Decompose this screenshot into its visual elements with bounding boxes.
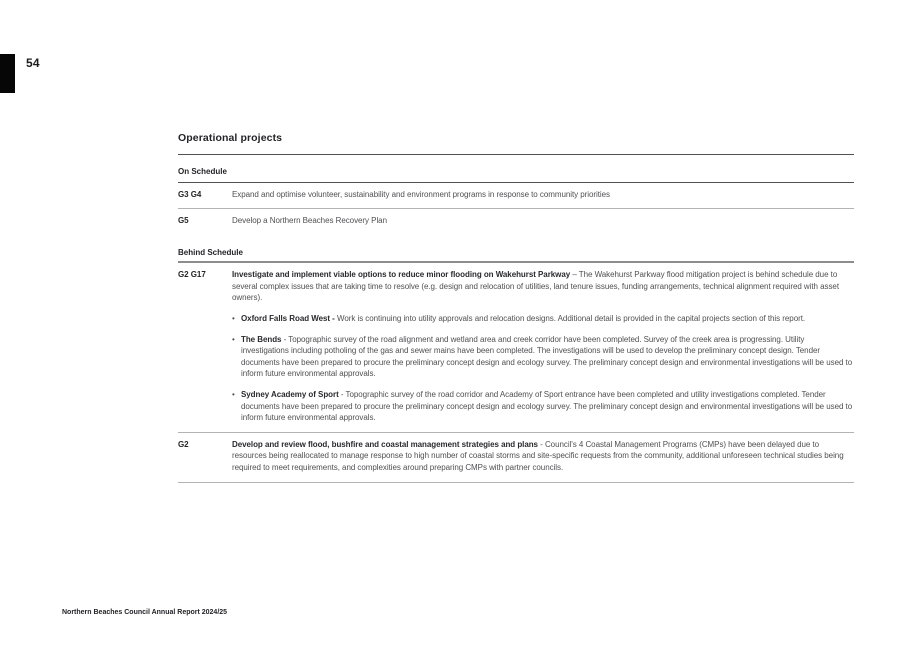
- project-code: G3 G4: [178, 190, 202, 199]
- bullet-text: Work is continuing into utility approvals and relocation designs. Additional detail is provided in the capital projects section of this report.: [336, 313, 806, 323]
- behind-schedule-rows: [178, 263, 854, 482]
- bullet-text: - Topographic survey of the road alignment and wetland area and creek corridor have been completed. Survey of the creek area is progressing. Utility investigations including potholing of the gas and sewer mains have been completed. The investigations will be used to develop the preliminary concept design. Tender documents have been prepared to procure the preliminary concept design and ecology survey. The preliminary concept design and environmental investigations will be used to inform future environmental approvals.: [241, 334, 853, 379]
- project-summary-lead: Investigate and implement viable options to reduce minor flooding on Wakehurst Parkway: [232, 270, 571, 280]
- on-schedule-heading: On Schedule: [178, 167, 227, 176]
- project-row-g5: [178, 209, 854, 229]
- project-summary: [232, 269, 854, 304]
- page-edge-tab: [0, 54, 15, 93]
- report-footer: Northern Beaches Council Annual Report 2024/25: [62, 609, 228, 616]
- title-divider: [178, 154, 854, 155]
- bullet-lead: The Bends: [241, 334, 282, 344]
- behind-schedule-heading: Behind Schedule: [178, 248, 243, 258]
- project-bullet-list: [232, 313, 854, 424]
- project-summary-text: – The Wakehurst Parkway flood mitigation project is behind schedule due to several complex issues that are taking time to resolve (e.g. design and relocation of utilities, land tenure issues, funding arrangements, technical alignment required with asset owners).: [232, 270, 839, 303]
- page-number: 54: [26, 56, 40, 70]
- project-code: G5: [178, 215, 189, 225]
- bullet-lead: Sydney Academy of Sport: [241, 389, 339, 399]
- project-description: [232, 269, 854, 424]
- bullet-item-oxford-falls: [232, 313, 854, 325]
- bullet-item-the-bends: [232, 334, 854, 380]
- project-description: Develop a Northern Beaches Recovery Plan: [232, 215, 387, 225]
- project-description: [232, 439, 854, 474]
- bullet-lead: Oxford Falls Road West -: [241, 313, 335, 323]
- bullet-item-sydney-academy: [232, 389, 854, 424]
- section-on-schedule: [178, 166, 854, 228]
- project-summary: [232, 439, 854, 474]
- project-code: G2: [178, 439, 189, 449]
- page-title: Operational projects: [178, 132, 283, 144]
- section-behind-schedule: [178, 247, 854, 482]
- project-row-g2: [178, 433, 854, 483]
- project-summary-text: - Council's 4 Coastal Management Programs (CMPs) have been delayed due to resources being reallocated to manage response to high number of coastal storms and site-specific requests from the community, additional unforeseen technical studies being required to meet requirements, and complexities around preparing CMPs with partner councils.: [232, 439, 844, 472]
- project-row-g3-g4: [178, 183, 854, 209]
- project-description: Expand and optimise volunteer, sustainability and environment programs in response to community priorities: [232, 190, 611, 199]
- project-row-g2-g17: [178, 263, 854, 433]
- page-content: [178, 133, 854, 483]
- on-schedule-rows: [178, 183, 854, 228]
- project-summary-lead: Develop and review flood, bushfire and coastal management strategies and plans: [232, 439, 538, 449]
- project-code: G2 G17: [178, 270, 206, 280]
- bullet-text: - Topographic survey of the road corridor and Academy of Sport entrance have been completed and utility investigations completed. Tender documents have been prepared to procure the preliminary concept design and ecology survey. The preliminary concept design and environmental investigations will be used to inform future environmental approvals.: [241, 389, 853, 423]
